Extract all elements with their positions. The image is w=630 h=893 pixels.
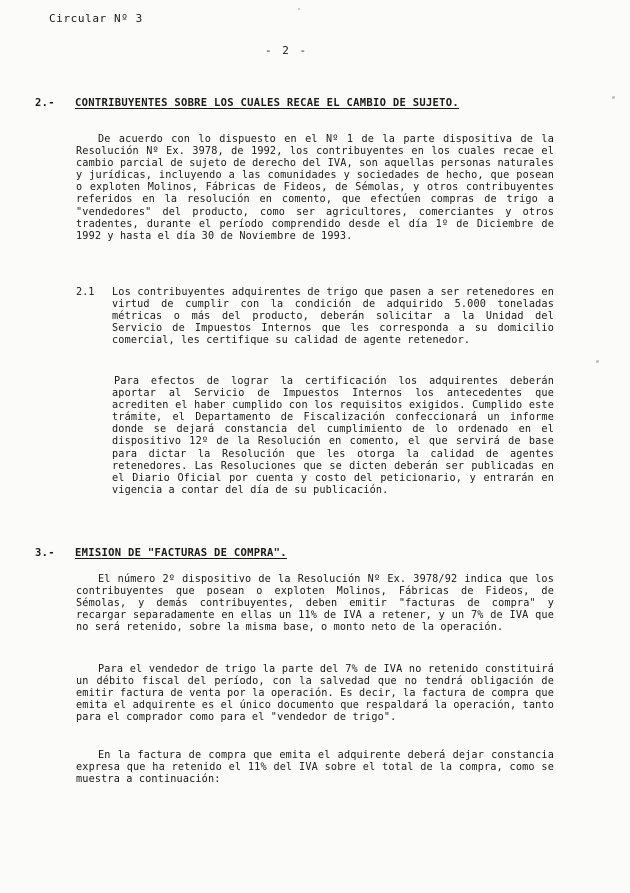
section-3-number: 3.- (35, 547, 55, 559)
section-2-intro-paragraph: De acuerdo con lo dispuesto en el Nº 1 de la parte dispositiva de la Resolución Nº Ex. 3978, de 1992, los contribuyentes en los cuales recae el cambio parcial de sujeto de derecho del IVA, son aquellas personas naturales y jurídicas, incluyendo a las comunidades y sociedades de hecho, que posean o exploten Molinos, Fábricas de Fideos, de Sémolas, y otros contribuyentes referidos en la resolución en comento, que efectúen compras de trigo a "vendedores" del producto, como ser agricultores, comerciantes y otros tradentes, durante el período comprendido desde el día 1º de Diciembre de 1992 y hasta el día 30 de Noviembre de 1993. (76, 134, 554, 242)
section-3-paragraph-1: El número 2º dispositivo de la Resolución Nº Ex. 3978/92 indica que los contribuyentes que posean o exploten Molinos, Fábricas de Fideos, de Sémolas, y demás contribuyentes, deben emitir "facturas de compra" y recargar separadamente en ellas un 11% de IVA a retener, y un 7% de IVA que no será retenido, sobre la misma base, o monto neto de la operación. (76, 574, 554, 634)
scan-speck (298, 8, 300, 10)
subsection-2-1-paragraph-2: Para efectos de lograr la certificación los adquirentes deberán aportar al Servicio de Impuestos Internos los antecedentes que acrediten el haber cumplido con los requisitos exigidos. Cumplido este trámite, el Departamento de Fiscalización confeccionará un informe donde se dejará constancia del cumplimiento de lo ordenado en el dispositivo 12º de la Resolución en comento, el que servirá de base para dictar la Resolución que les otorga la calidad de agentes retenedores. Las Resoluciones que se dicten deberán ser publicadas en el Diario Oficial por cuenta y costo del peticionario, y entrarán en vigencia a contar del día de su publicación. (112, 376, 554, 496)
section-2-heading (35, 97, 459, 109)
section-3-paragraph-2: Para el vendedor de trigo la parte del 7% de IVA no retenido constituirá un débito fiscal del período, con la salvedad que no tendrá obligación de emitir factura de venta por la operación. Es decir, la factura de compra que emita el adquirente es el único documento que respaldará la operación, tanto para el comprador como para el "vendedor de trigo". (76, 664, 554, 724)
circular-label: Circular Nº 3 (49, 12, 143, 25)
section-3-title: EMISION DE "FACTURAS DE COMPRA". (75, 547, 287, 559)
scan-speck (612, 96, 615, 99)
subsection-2-1-number: 2.1 (76, 287, 95, 298)
section-2-number: 2.- (35, 97, 55, 109)
subsection-2-1-paragraph-1: Los contribuyentes adquirentes de trigo que pasen a ser retenedores en virtud de cumplir con la condición de adquirido 5.000 toneladas métricas o más del producto, deberán solicitar a la Unidad del Servicio de Impuestos Internos que les corresponda a su domicilio comercial, les certifique su calidad de agente retenedor. (112, 287, 554, 347)
section-3-heading (35, 547, 287, 559)
scan-speck (596, 360, 599, 363)
page-number: - 2 - (265, 44, 309, 57)
section-2-title: CONTRIBUYENTES SOBRE LOS CUALES RECAE EL CAMBIO DE SUJETO. (75, 97, 460, 109)
section-3-paragraph-3: En la factura de compra que emita el adquirente deberá dejar constancia expresa que ha retenido el 11% del IVA sobre el total de la compra, como se muestra a continuación: (76, 750, 554, 786)
